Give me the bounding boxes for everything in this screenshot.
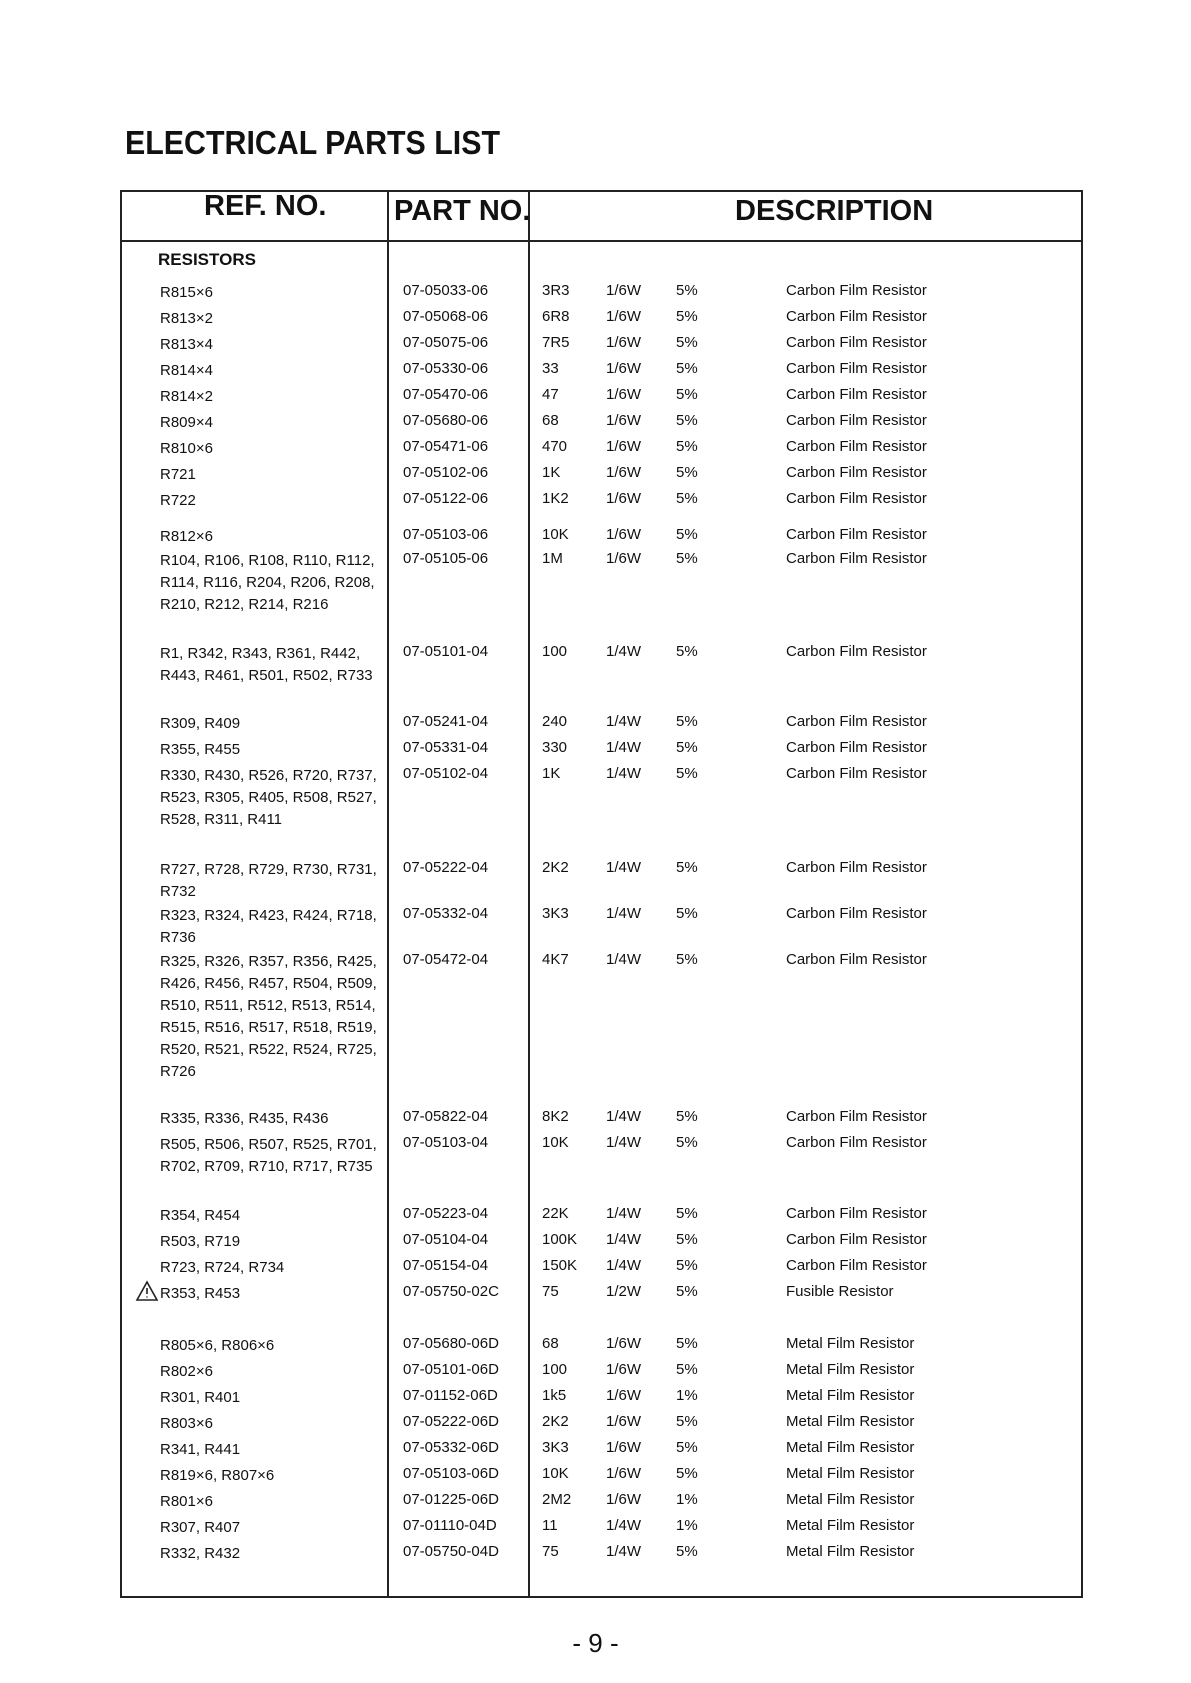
wattage-cell: 1/6W — [606, 386, 642, 403]
wattage-cell: 1/6W — [606, 1439, 642, 1456]
value-cell: 4K7 — [542, 951, 569, 968]
part-no-cell: 07-05472-04 — [403, 951, 489, 968]
tolerance-cell: 5% — [676, 1108, 698, 1125]
tolerance-cell: 1% — [676, 1491, 698, 1508]
part-no-cell: 07-05680-06 — [403, 412, 489, 429]
description-cell: Metal Film Resistor — [786, 1439, 915, 1456]
wattage-cell: 1/4W — [606, 739, 642, 756]
ref-cell: R819×6, R807×6 — [160, 1467, 275, 1484]
value-cell: 68 — [542, 1335, 559, 1352]
part-no-cell: 07-05033-06 — [403, 282, 489, 299]
ref-cell: R505, R506, R507, R525, R701, R702, R709, R710, R717, R735 — [160, 1136, 377, 1175]
description-cell: Carbon Film Resistor — [786, 739, 927, 756]
value-cell: 330 — [542, 739, 568, 756]
tolerance-cell: 5% — [676, 1439, 698, 1456]
ref-cell: R104, R106, R108, R110, R112, R114, R116, R204, R206, R208, R210, R212, R214, R216 — [160, 552, 375, 613]
part-no-cell: 07-05101-04 — [403, 643, 489, 660]
part-no-cell: 07-05332-06D — [403, 1439, 499, 1456]
value-cell: 470 — [542, 438, 568, 455]
value-cell: 1K — [542, 464, 561, 481]
value-cell: 75 — [542, 1283, 559, 1300]
wattage-cell: 1/4W — [606, 1231, 642, 1248]
part-no-cell: 07-05103-06 — [403, 526, 489, 543]
wattage-cell: 1/4W — [606, 1205, 642, 1222]
wattage-cell: 1/6W — [606, 334, 642, 351]
wattage-cell: 1/4W — [606, 713, 642, 730]
ref-cell: R801×6 — [160, 1493, 213, 1510]
part-no-cell: 07-05105-06 — [403, 550, 489, 567]
ref-cell: R301, R401 — [160, 1389, 241, 1406]
part-no-cell: 07-05332-04 — [403, 905, 489, 922]
wattage-cell: 1/4W — [606, 859, 642, 876]
wattage-cell: 1/4W — [606, 643, 642, 660]
description-cell: Carbon Film Resistor — [786, 412, 927, 429]
wattage-cell: 1/6W — [606, 490, 642, 507]
description-cell: Carbon Film Resistor — [786, 464, 927, 481]
tolerance-cell: 5% — [676, 1465, 698, 1482]
ref-cell: R812×6 — [160, 528, 213, 545]
wattage-cell: 1/4W — [606, 905, 642, 922]
description-cell: Metal Film Resistor — [786, 1387, 915, 1404]
value-cell: 47 — [542, 386, 559, 403]
column-divider-part — [528, 190, 530, 1598]
wattage-cell: 1/6W — [606, 1413, 642, 1430]
wattage-cell: 1/6W — [606, 282, 642, 299]
part-no-cell: 07-05101-06D — [403, 1361, 499, 1378]
ref-cell: R325, R326, R357, R356, R425, R426, R456, R457, R504, R509, R510, R511, R512, R513, R514, R515, R516, R517, R518, R519, R520, R521, R522, R524, R725, R726 — [160, 953, 377, 1080]
part-no-cell: 07-01110-04D — [403, 1517, 497, 1534]
ref-cell: R814×4 — [160, 362, 213, 379]
wattage-cell: 1/4W — [606, 1108, 642, 1125]
value-cell: 10K — [542, 526, 569, 543]
wattage-cell: 1/6W — [606, 550, 642, 567]
value-cell: 10K — [542, 1465, 569, 1482]
ref-cell: R805×6, R806×6 — [160, 1337, 275, 1354]
part-no-cell: 07-05470-06 — [403, 386, 489, 403]
part-no-cell: 07-05103-06D — [403, 1465, 499, 1482]
tolerance-cell: 5% — [676, 526, 698, 543]
tolerance-cell: 5% — [676, 360, 698, 377]
part-no-cell: 07-05068-06 — [403, 308, 489, 325]
part-no-cell: 07-05102-06 — [403, 464, 489, 481]
wattage-cell: 1/6W — [606, 464, 642, 481]
value-cell: 8K2 — [542, 1108, 569, 1125]
description-cell: Metal Film Resistor — [786, 1465, 915, 1482]
wattage-cell: 1/6W — [606, 526, 642, 543]
description-cell: Carbon Film Resistor — [786, 386, 927, 403]
header-part-no: PART NO. — [394, 195, 531, 227]
ref-cell: R354, R454 — [160, 1207, 241, 1224]
tolerance-cell: 5% — [676, 1257, 698, 1274]
part-no-cell: 07-05122-06 — [403, 490, 489, 507]
value-cell: 100K — [542, 1231, 578, 1248]
ref-cell: R335, R336, R435, R436 — [160, 1110, 329, 1127]
tolerance-cell: 5% — [676, 438, 698, 455]
value-cell: 6R8 — [542, 308, 570, 325]
part-no-cell: 07-05330-06 — [403, 360, 489, 377]
ref-cell: R723, R724, R734 — [160, 1259, 285, 1276]
part-no-cell: 07-05750-02C — [403, 1283, 499, 1300]
wattage-cell: 1/6W — [606, 412, 642, 429]
description-cell: Metal Film Resistor — [786, 1335, 915, 1352]
description-cell: Metal Film Resistor — [786, 1543, 915, 1560]
tolerance-cell: 5% — [676, 308, 698, 325]
value-cell: 22K — [542, 1205, 569, 1222]
ref-cell: R309, R409 — [160, 715, 241, 732]
column-divider-ref — [387, 190, 389, 1598]
wattage-cell: 1/6W — [606, 1335, 642, 1352]
tolerance-cell: 1% — [676, 1517, 698, 1534]
tolerance-cell: 5% — [676, 1335, 698, 1352]
ref-cell: R813×2 — [160, 310, 213, 327]
value-cell: 1K2 — [542, 490, 569, 507]
tolerance-cell: 5% — [676, 1361, 698, 1378]
wattage-cell: 1/6W — [606, 1387, 642, 1404]
description-cell: Carbon Film Resistor — [786, 1205, 927, 1222]
ref-cell: R813×4 — [160, 336, 213, 353]
header-divider — [120, 240, 1083, 242]
description-cell: Carbon Film Resistor — [786, 859, 927, 876]
wattage-cell: 1/6W — [606, 1465, 642, 1482]
ref-cell: R332, R432 — [160, 1545, 241, 1562]
description-cell: Carbon Film Resistor — [786, 1231, 927, 1248]
part-no-cell: 07-05241-04 — [403, 713, 489, 730]
tolerance-cell: 5% — [676, 1231, 698, 1248]
ref-cell: R307, R407 — [160, 1519, 241, 1536]
part-no-cell: 07-05223-04 — [403, 1205, 489, 1222]
part-no-cell: 07-05103-04 — [403, 1134, 489, 1151]
value-cell: 11 — [542, 1517, 558, 1534]
tolerance-cell: 5% — [676, 765, 698, 782]
description-cell: Carbon Film Resistor — [786, 360, 927, 377]
value-cell: 75 — [542, 1543, 559, 1560]
header-ref-no: REF. NO. — [204, 190, 327, 222]
tolerance-cell: 5% — [676, 412, 698, 429]
value-cell: 3R3 — [542, 282, 570, 299]
page-title: ELECTRICAL PARTS LIST — [125, 124, 501, 161]
wattage-cell: 1/4W — [606, 1517, 642, 1534]
tolerance-cell: 5% — [676, 334, 698, 351]
part-no-cell: 07-05680-06D — [403, 1335, 499, 1352]
part-no-cell: 07-05750-04D — [403, 1543, 499, 1560]
value-cell: 68 — [542, 412, 559, 429]
description-cell: Metal Film Resistor — [786, 1413, 915, 1430]
wattage-cell: 1/6W — [606, 308, 642, 325]
ref-cell: R1, R342, R343, R361, R442, R443, R461, R501, R502, R733 — [160, 645, 373, 684]
description-cell: Carbon Film Resistor — [786, 308, 927, 325]
wattage-cell: 1/4W — [606, 951, 642, 968]
value-cell: 2K2 — [542, 859, 569, 876]
description-cell: Carbon Film Resistor — [786, 765, 927, 782]
part-no-cell: 07-05822-04 — [403, 1108, 489, 1125]
tolerance-cell: 5% — [676, 739, 698, 756]
description-cell: Carbon Film Resistor — [786, 1257, 927, 1274]
description-cell: Fusible Resistor — [786, 1283, 894, 1300]
tolerance-cell: 5% — [676, 464, 698, 481]
wattage-cell: 1/6W — [606, 438, 642, 455]
part-no-cell: 07-05104-04 — [403, 1231, 489, 1248]
ref-cell: R815×6 — [160, 284, 213, 301]
tolerance-cell: 5% — [676, 951, 698, 968]
value-cell: 3K3 — [542, 905, 569, 922]
description-cell: Carbon Film Resistor — [786, 1134, 927, 1151]
value-cell: 150K — [542, 1257, 578, 1274]
tolerance-cell: 5% — [676, 643, 698, 660]
wattage-cell: 1/2W — [606, 1283, 642, 1300]
wattage-cell: 1/4W — [606, 765, 642, 782]
part-no-cell: 07-05331-04 — [403, 739, 489, 756]
value-cell: 1K — [542, 765, 561, 782]
wattage-cell: 1/4W — [606, 1257, 642, 1274]
tolerance-cell: 5% — [676, 282, 698, 299]
description-cell: Carbon Film Resistor — [786, 905, 927, 922]
value-cell: 10K — [542, 1134, 569, 1151]
ref-cell: R353, R453 — [160, 1285, 241, 1302]
ref-cell: R341, R441 — [160, 1441, 241, 1458]
tolerance-cell: 5% — [676, 1283, 698, 1300]
ref-cell: R323, R324, R423, R424, R718, R736 — [160, 907, 377, 946]
value-cell: 2M2 — [542, 1491, 572, 1508]
description-cell: Carbon Film Resistor — [786, 282, 927, 299]
part-no-cell: 07-01225-06D — [403, 1491, 499, 1508]
section-heading: RESISTORS — [158, 250, 256, 269]
value-cell: 240 — [542, 713, 568, 730]
value-cell: 1k5 — [542, 1387, 567, 1404]
description-cell: Metal Film Resistor — [786, 1491, 915, 1508]
tolerance-cell: 5% — [676, 550, 698, 567]
part-no-cell: 07-05102-04 — [403, 765, 489, 782]
ref-cell: R802×6 — [160, 1363, 213, 1380]
tolerance-cell: 5% — [676, 490, 698, 507]
tolerance-cell: 5% — [676, 386, 698, 403]
description-cell: Carbon Film Resistor — [786, 334, 927, 351]
ref-cell: R721 — [160, 466, 196, 483]
wattage-cell: 1/4W — [606, 1134, 642, 1151]
ref-cell: R814×2 — [160, 388, 213, 405]
wattage-cell: 1/6W — [606, 1491, 642, 1508]
ref-cell: R355, R455 — [160, 741, 241, 758]
wattage-cell: 1/4W — [606, 1543, 642, 1560]
part-no-cell: 07-05222-06D — [403, 1413, 499, 1430]
tolerance-cell: 5% — [676, 859, 698, 876]
ref-cell: R330, R430, R526, R720, R737, R523, R305, R405, R508, R527, R528, R311, R411 — [160, 767, 377, 828]
value-cell: 3K3 — [542, 1439, 569, 1456]
wattage-cell: 1/6W — [606, 360, 642, 377]
description-cell: Metal Film Resistor — [786, 1361, 915, 1378]
tolerance-cell: 1% — [676, 1387, 698, 1404]
description-cell: Carbon Film Resistor — [786, 490, 927, 507]
value-cell: 100 — [542, 643, 568, 660]
tolerance-cell: 5% — [676, 713, 698, 730]
ref-cell: R810×6 — [160, 440, 213, 457]
part-no-cell: 07-05222-04 — [403, 859, 489, 876]
ref-cell: R727, R728, R729, R730, R731, R732 — [160, 861, 377, 900]
ref-cell: R722 — [160, 492, 196, 509]
value-cell: 2K2 — [542, 1413, 569, 1430]
description-cell: Carbon Film Resistor — [786, 713, 927, 730]
tolerance-cell: 5% — [676, 1413, 698, 1430]
wattage-cell: 1/6W — [606, 1361, 642, 1378]
value-cell: 1M — [542, 550, 563, 567]
value-cell: 100 — [542, 1361, 568, 1378]
tolerance-cell: 5% — [676, 1134, 698, 1151]
part-no-cell: 07-05154-04 — [403, 1257, 489, 1274]
part-no-cell: 07-05471-06 — [403, 438, 489, 455]
header-description: DESCRIPTION — [735, 195, 934, 227]
description-cell: Carbon Film Resistor — [786, 550, 927, 567]
description-cell: Carbon Film Resistor — [786, 643, 927, 660]
ref-cell: R803×6 — [160, 1415, 213, 1432]
warning-triangle-icon — [135, 1280, 159, 1302]
part-no-cell: 07-05075-06 — [403, 334, 489, 351]
description-cell: Metal Film Resistor — [786, 1517, 915, 1534]
description-cell: Carbon Film Resistor — [786, 951, 927, 968]
description-cell: Carbon Film Resistor — [786, 438, 927, 455]
description-cell: Carbon Film Resistor — [786, 1108, 927, 1125]
description-cell: Carbon Film Resistor — [786, 526, 927, 543]
value-cell: 33 — [542, 360, 559, 377]
tolerance-cell: 5% — [676, 1543, 698, 1560]
ref-cell: R809×4 — [160, 414, 213, 431]
part-no-cell: 07-01152-06D — [403, 1387, 498, 1404]
ref-cell: R503, R719 — [160, 1233, 241, 1250]
value-cell: 7R5 — [542, 334, 570, 351]
tolerance-cell: 5% — [676, 905, 698, 922]
tolerance-cell: 5% — [676, 1205, 698, 1222]
page-number: - 9 - — [572, 1628, 619, 1658]
